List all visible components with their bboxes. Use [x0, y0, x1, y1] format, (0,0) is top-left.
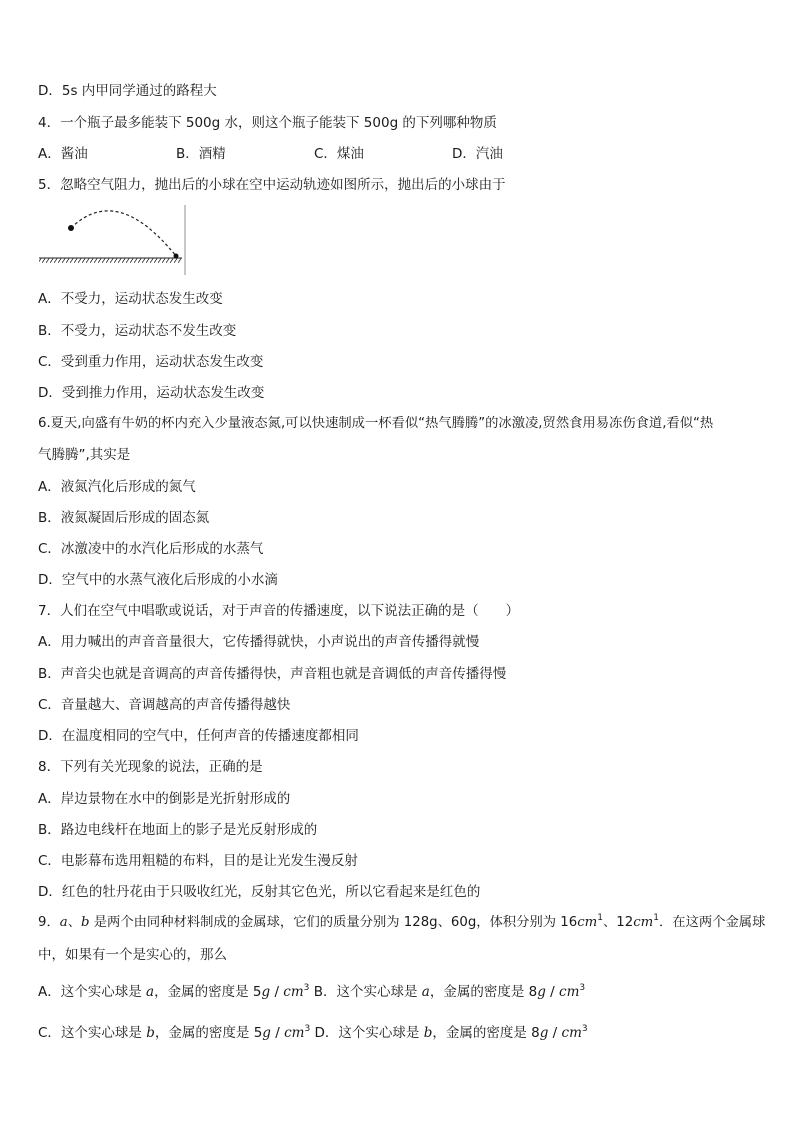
q4-stem: 4．一个瓶子最多能装下 500g 水，则这个瓶子能装下 500g 的下列哪种物质 [38, 115, 497, 131]
q9-stem-line2: 中，如果有一个是实心的，那么 [38, 947, 227, 963]
q5-option-b: B．不受力，运动状态不发生改变 [38, 323, 237, 339]
q8-stem: 8．下列有关光现象的说法，正确的是 [38, 759, 263, 775]
q6-option-d: D．空气中的水蒸气液化后形成的小水滴 [38, 572, 278, 588]
q8-option-c: C．电影幕布选用粗糙的布料，目的是让光发生漫反射 [38, 853, 358, 869]
q6-stem-line1: 6.夏天,向盛有牛奶的杯内充入少量液态氮,可以快速制成一杯看似“热气腾腾”的冰激凌,贸然食用易冻伤食道,看似“热 [38, 416, 714, 431]
q9-stem-line1: 9．a、b 是两个由同种材料制成的金属球，它们的质量分别为 128g、60g，体积分别为 $16cm^1$、$12cm^1$．在这两个金属球 [38, 913, 766, 930]
q9-option-d: D．这个实心球是 b，金属的密度是 $8g / cm^3$ [314, 1024, 588, 1041]
q9-option-b: B．这个实心球是 a，金属的密度是 $8g / cm^3$ [313, 983, 586, 1000]
q5-option-a: A．不受力，运动状态发生改变 [38, 291, 223, 307]
q6-option-b: B．液氮凝固后形成的固态氮 [38, 510, 210, 526]
q4-option-d: D．汽油 [452, 146, 503, 162]
q4-option-b: B．酒精 [176, 146, 226, 162]
projectile-figure [38, 203, 190, 277]
q4-option-c: C．煤油 [314, 146, 364, 162]
q3-option-d: D．5s 内甲同学通过的路程大 [38, 83, 217, 99]
var-b: b [81, 915, 90, 930]
q9-option-c: C．这个实心球是 b，金属的密度是 $5g / cm^3$ [38, 1024, 311, 1041]
q8-option-d: D．红色的牡丹花由于只吸收红光，反射其它色光，所以它看起来是红色的 [38, 884, 481, 900]
trajectory-path [71, 211, 176, 256]
q8-option-b: B．路边电线杆在地面上的影子是光反射形成的 [38, 822, 318, 838]
q6-stem-line2: 气腾腾”,其实是 [38, 447, 131, 463]
q5-stem: 5．忽略空气阻力，抛出后的小球在空中运动轨迹如图所示，抛出后的小球由于 [38, 177, 506, 193]
q4-option-a: A．酱油 [38, 146, 88, 162]
q9-options-row2 [38, 1024, 588, 1042]
ball-start-dot [68, 225, 74, 231]
q8-option-a: A．岸边景物在水中的倒影是光折射形成的 [38, 791, 291, 807]
q7-stem: 7．人们在空气中唱歌或说话，对于声音的传播速度，以下说法正确的是（ ） [38, 603, 520, 619]
q6-option-c: C．冰激凌中的水汽化后形成的水蒸气 [38, 541, 264, 557]
q7-option-d: D．在温度相同的空气中，任何声音的传播速度都相同 [38, 728, 359, 744]
q6-option-a: A．液氮汽化后形成的氮气 [38, 479, 196, 495]
q5-option-c: C．受到重力作用，运动状态发生改变 [38, 354, 264, 370]
q5-option-d: D．受到推力作用，运动状态发生改变 [38, 385, 265, 401]
q9-option-a: A．这个实心球是 a，金属的密度是 $5g / cm^3$ [38, 983, 310, 1000]
q7-option-b: B．声音尖也就是音调高的声音传播得快，声音粗也就是音调低的声音传播得慢 [38, 666, 507, 682]
q7-option-c: C．音量越大、音调越高的声音传播得越快 [38, 697, 291, 713]
ground-hatch [39, 258, 182, 263]
var-a: a [59, 915, 68, 930]
q7-option-a: A．用力喊出的声音音量很大，它传播得就快，小声说出的声音传播得就慢 [38, 634, 480, 650]
q9-options-row1 [38, 983, 585, 1001]
ball-end-dot [174, 254, 179, 259]
